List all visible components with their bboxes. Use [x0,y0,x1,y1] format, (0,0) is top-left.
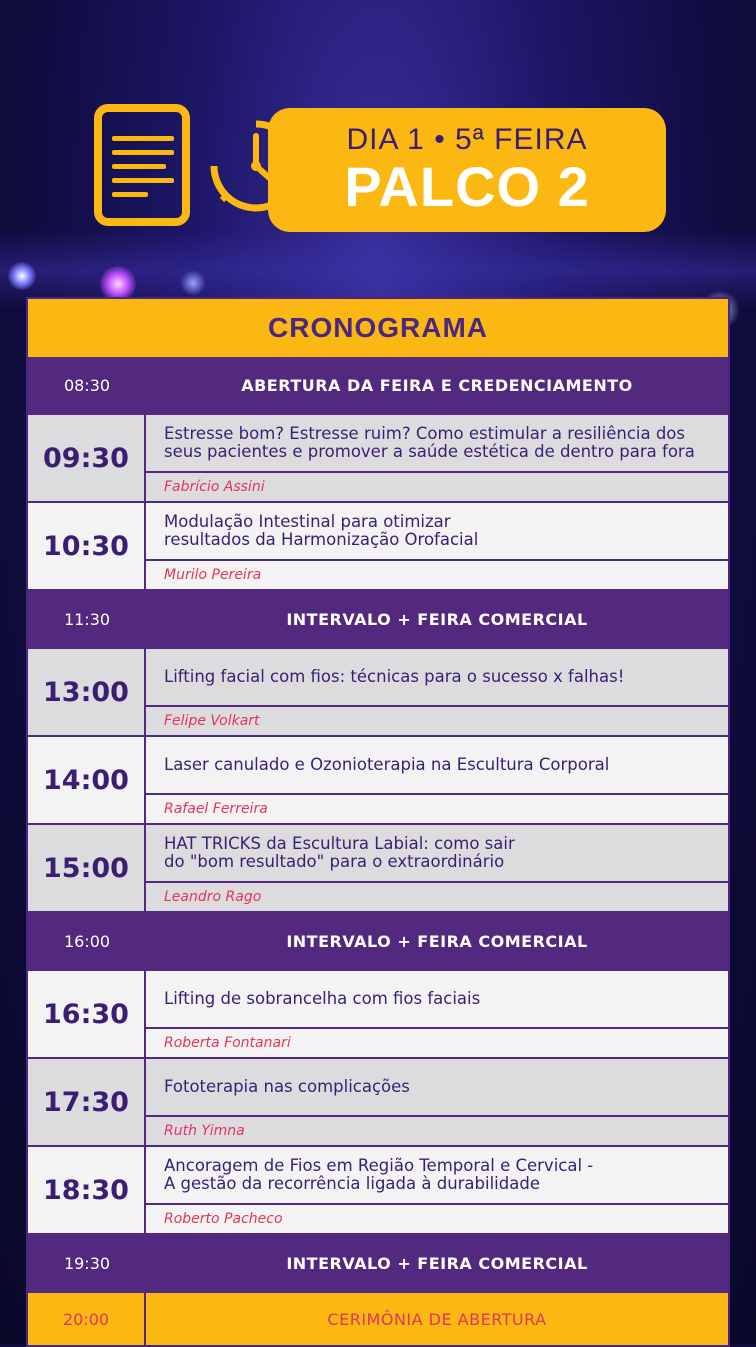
session-speaker: Murilo Pereira [164,567,262,583]
session-speaker: Rafael Ferreira [164,801,268,817]
row-label: INTERVALO + FEIRA COMERCIAL [286,609,588,629]
stage-light [180,270,206,296]
document-line [112,178,174,183]
session-speaker: Roberta Fontanari [164,1035,291,1051]
row-label: CERIMÔNIA DE ABERTURA [327,1309,547,1329]
row-time: 08:30 [63,375,111,395]
session-speaker: Roberto Pacheco [164,1211,283,1227]
closing-row [28,1291,728,1345]
session-title: Fototerapia nas complicações [146,1059,728,1117]
document-line [112,164,166,169]
row-time: 11:30 [63,609,111,629]
stage-label: PALCO 2 [344,155,590,218]
stage-light [8,262,36,290]
break-row [28,1233,728,1291]
session-time: 13:00 [28,649,146,735]
session-speaker: Ruth Yimna [164,1123,245,1139]
session-time: 18:30 [28,1147,146,1233]
session-row [28,969,728,1057]
row-label: INTERVALO + FEIRA COMERCIAL [286,1253,588,1273]
session-time: 16:30 [28,971,146,1057]
break-row [28,589,728,647]
session-title: Modulação Intestinal para otimizar resultados da Harmonização Orofacial [146,503,728,561]
schedule-table [26,297,730,1347]
session-row [28,823,728,911]
session-time: 10:30 [28,503,146,589]
session-speaker: Fabrício Assini [164,479,265,495]
session-title: Lifting facial com fios: técnicas para o sucesso x falhas! [146,649,728,707]
session-time: 14:00 [28,737,146,823]
session-row [28,1057,728,1145]
document-line [112,136,174,141]
session-speaker: Felipe Volkart [164,713,260,729]
document-icon [94,104,190,226]
row-label: INTERVALO + FEIRA COMERCIAL [286,931,588,951]
session-title: Laser canulado e Ozonioterapia na Escultura Corporal [146,737,728,795]
session-time: 17:30 [28,1059,146,1145]
session-title: Estresse bom? Estresse ruim? Como estimular a resiliência dos seus pacientes e promover a saúde estética de dentro para fora [146,415,728,473]
row-label: ABERTURA DA FEIRA E CREDENCIAMENTO [241,375,633,395]
session-speaker: Leandro Rago [164,889,262,905]
session-row [28,501,728,589]
schedule-title: CRONOGRAMA [28,299,728,357]
session-time: 15:00 [28,825,146,911]
session-row [28,647,728,735]
break-row [28,911,728,969]
row-time: 20:00 [28,1293,146,1345]
session-time: 09:30 [28,415,146,501]
session-row [28,735,728,823]
session-row [28,413,728,501]
row-time: 19:30 [63,1253,111,1273]
session-title: HAT TRICKS da Escultura Labial: como sair do "bom resultado" para o extraordinário [146,825,728,883]
session-title: Lifting de sobrancelha com fios faciais [146,971,728,1029]
title-banner [268,108,666,232]
day-label: DIA 1 • 5ª FEIRA [346,123,588,156]
row-time: 16:00 [63,931,111,951]
opening-row [28,357,728,413]
session-row [28,1145,728,1233]
session-title: Ancoragem de Fios em Região Temporal e Cervical - A gestão da recorrência ligada à durabilidade [146,1147,728,1205]
document-line [112,192,148,197]
document-line [112,150,174,155]
